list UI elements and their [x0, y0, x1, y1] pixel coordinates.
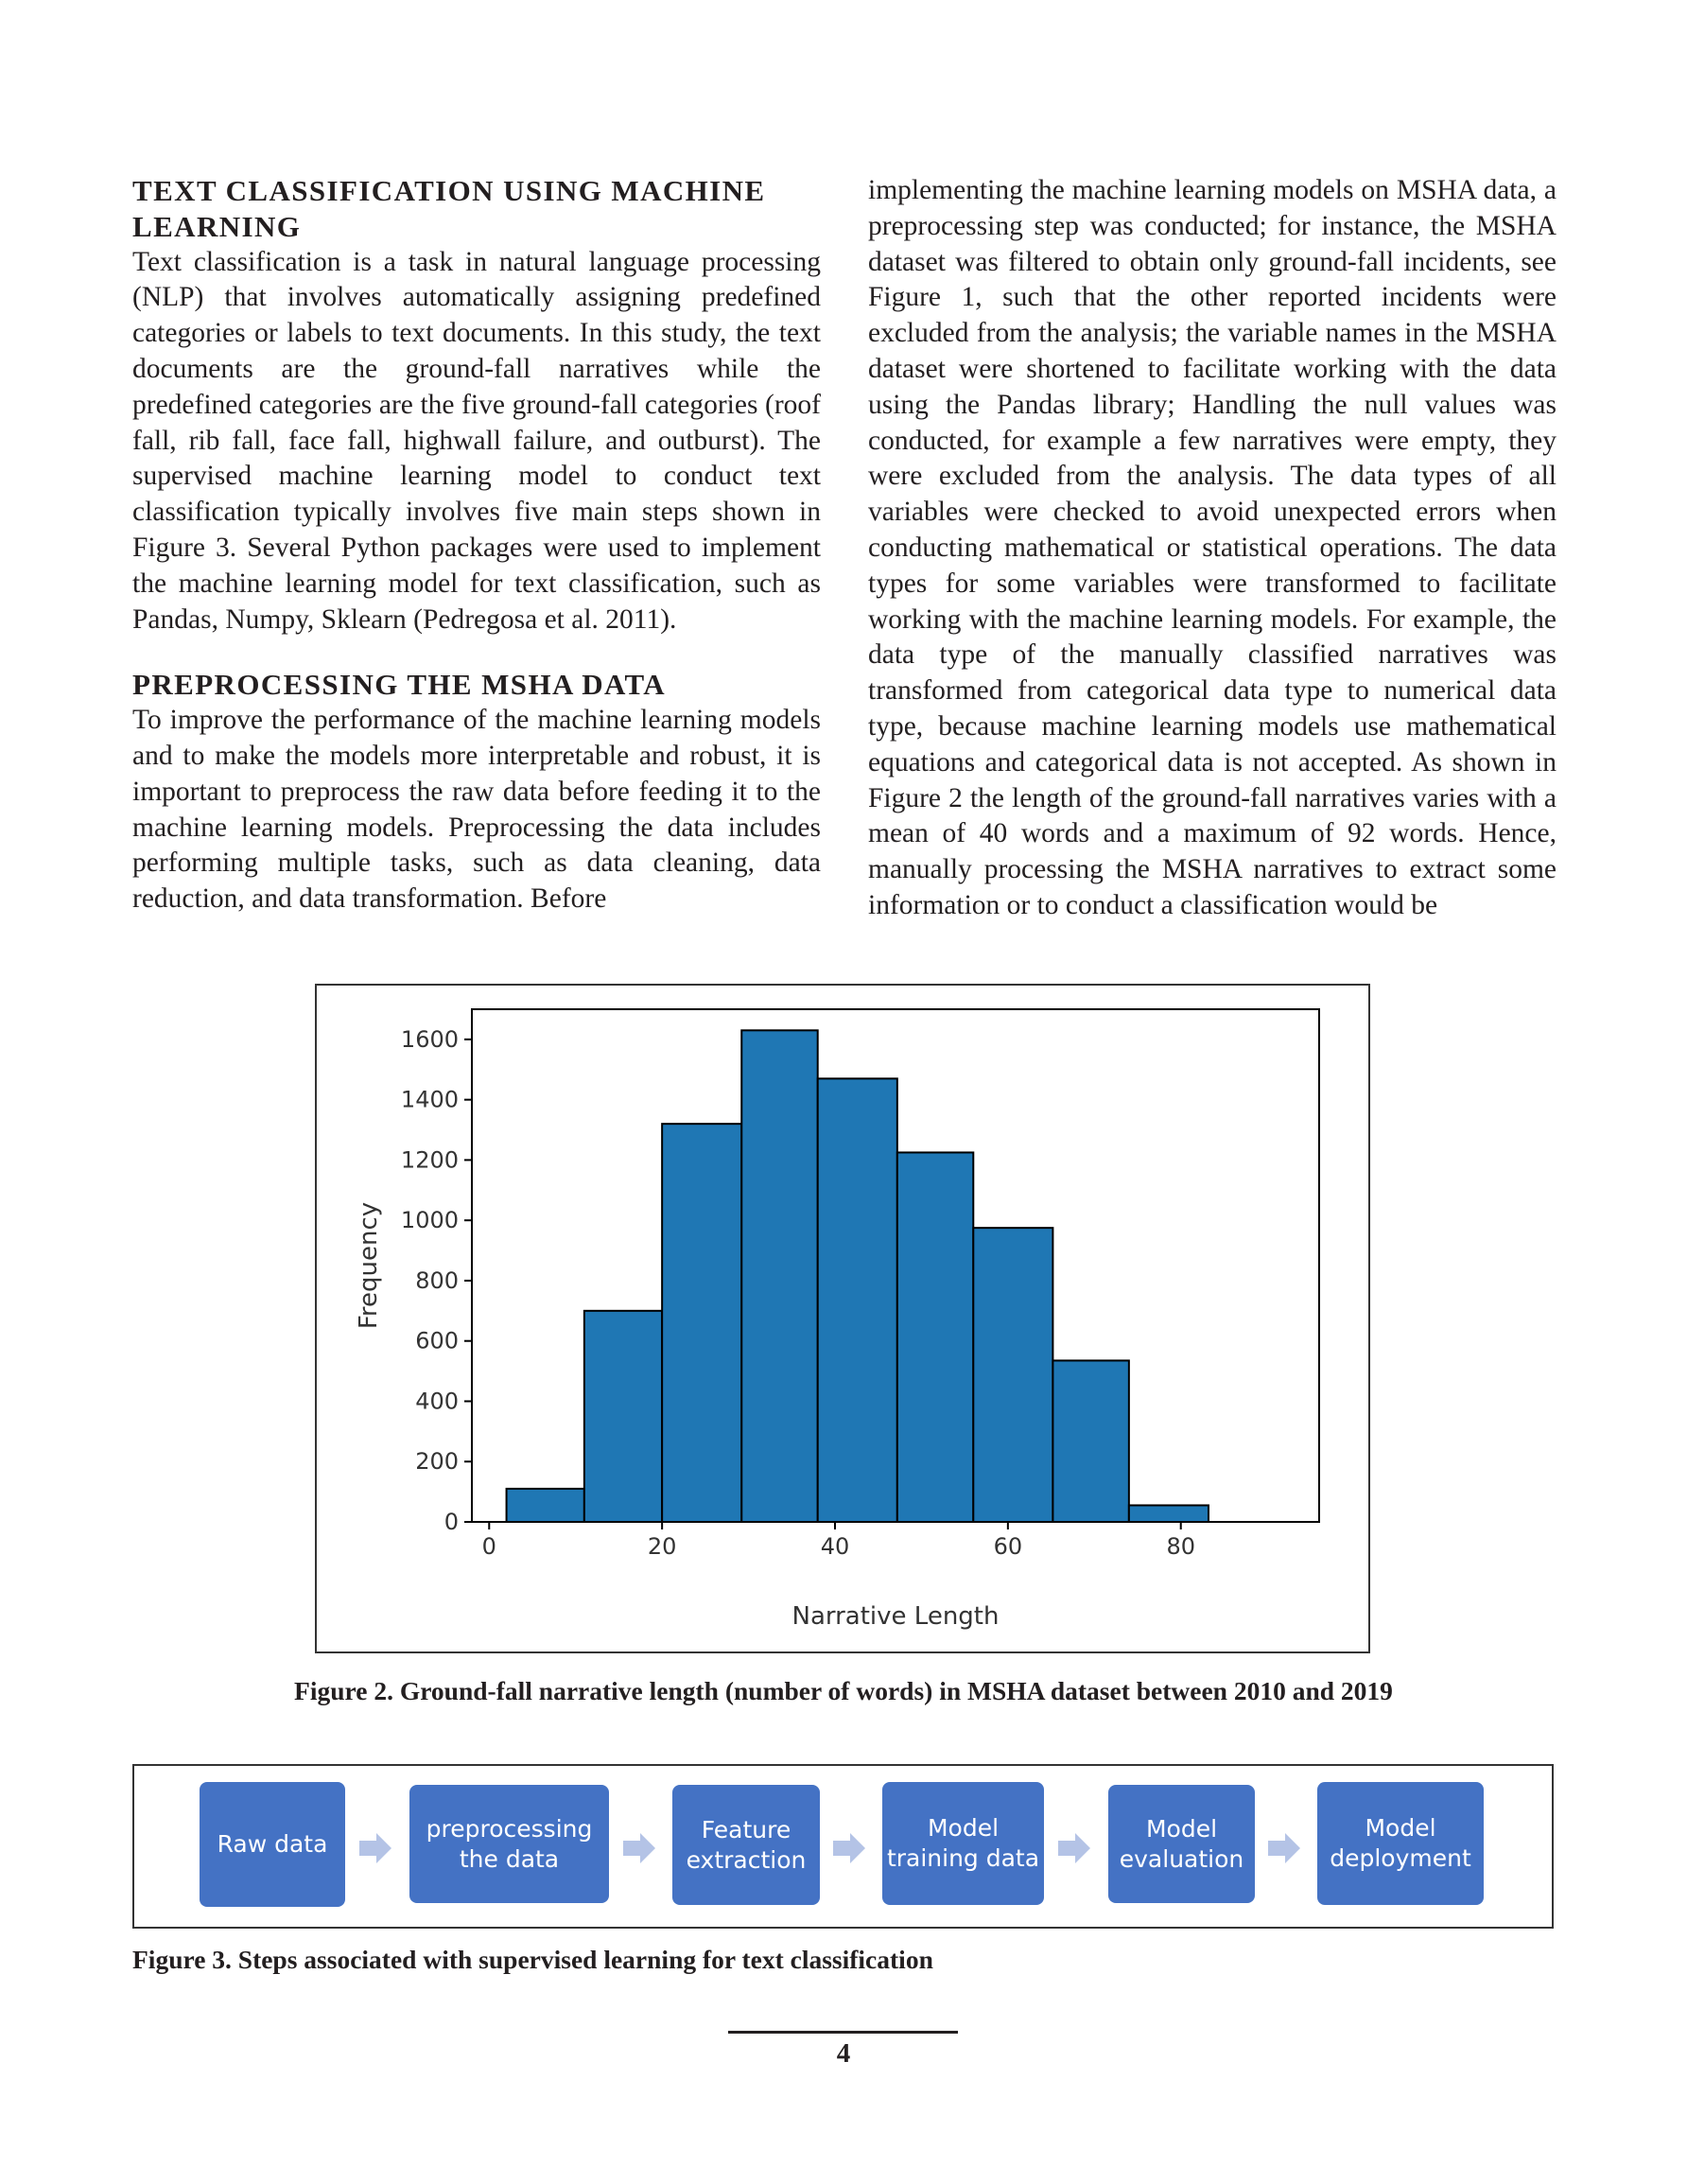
- step-model-deployment: Model deployment: [1317, 1782, 1484, 1905]
- histogram-bar: [662, 1124, 741, 1522]
- right-column: [868, 173, 1557, 924]
- arrow-right-icon: [623, 1833, 655, 1863]
- y-tick-label: 0: [443, 1509, 459, 1535]
- arrow-right-icon: [1058, 1833, 1090, 1863]
- footer-rule: [728, 2031, 958, 2034]
- narrative-length-histogram: [315, 984, 1370, 1653]
- y-tick-label: 1600: [400, 1025, 459, 1053]
- histogram-bar: [818, 1078, 897, 1522]
- y-tick-label: 1200: [400, 1146, 459, 1174]
- step-model-evaluation: Model evaluation: [1108, 1785, 1255, 1903]
- left-column: [132, 173, 821, 917]
- step-feature-extraction: Feature extraction: [672, 1785, 820, 1905]
- paragraph-preprocessing: To improve the performance of the machine learning models and to make the models more interpretable and robust, it is important to preprocess the raw data before feeding it to the machine learning models. Preprocessing the data includes performing multiple tasks, such as data cleaning, data reduction, and data transformation. Before: [132, 705, 821, 915]
- histogram-bar: [507, 1489, 584, 1522]
- figure-3-caption: Figure 3. Steps associated with supervised learning for text classification: [132, 1945, 933, 1974]
- arrow-right-icon: [359, 1833, 391, 1863]
- histogram-bar: [1052, 1360, 1128, 1522]
- y-axis-label: Frequency: [355, 1201, 383, 1330]
- x-axis-label: Narrative Length: [791, 1602, 1000, 1631]
- paragraph-text-classification: Text classification is a task in natural language processing (NLP) that involves automatically assigning predefined categories or labels to text documents. In this study, the text documents are the ground-fall narratives while the predefined categories are the five ground-fall categories (roof fall, rib fall, face fall, highwall failure, and outburst). The supervised machine learning model to conduct text classification typically involves five main steps shown in Figure 3. Several Python packages were used to implement the machine learning model for text classification, such as Pandas, Numpy, Sklearn (Pedregosa et al. 2011).: [132, 246, 821, 635]
- histogram-bar: [973, 1228, 1052, 1522]
- step-raw-data: Raw data: [200, 1782, 345, 1907]
- x-tick-label: 60: [993, 1533, 1023, 1560]
- step-preprocessing: preprocessing the data: [409, 1785, 609, 1903]
- paragraph-preprocessing-continued: implementing the machine learning models on MSHA data, a preprocessing step was conducted; for instance, the MSHA dataset was filtered to obtain only ground-fall incidents, see Figure 1, such that the other reported incidents were excluded from the analysis; the variable names in the MSHA dataset were shortened to facilitate working with the data using the Pandas library; Handling the null values was conducted, for example a few narratives were empty, they were excluded from the analysis. The data types of all variables were checked to avoid unexpected errors when conducting mathematical or statistical operations. The data types for some variables were transformed to facilitate working with the machine learning models. For example, the data type of the manually classified narratives was transformed from categorical data type to numerical data type, because machine learning models use mathematical equations and categorical data is not accepted. As shown in Figure 2 the length of the ground-fall narratives varies with a mean of 40 words and a maximum of 92 words. Hence, manually processing the MSHA narratives to extract some information or to conduct a classification would be: [868, 175, 1557, 920]
- histogram-bar: [1129, 1505, 1209, 1522]
- x-tick-label: 20: [647, 1533, 677, 1560]
- x-tick-label: 80: [1166, 1533, 1195, 1560]
- y-tick-label: 400: [415, 1388, 459, 1415]
- x-tick-label: 40: [820, 1533, 850, 1560]
- y-tick-label: 600: [415, 1327, 459, 1354]
- y-tick-label: 200: [415, 1448, 459, 1476]
- y-tick-label: 800: [415, 1267, 459, 1294]
- y-tick-label: 1000: [400, 1207, 459, 1234]
- step-model-training: Model training data: [882, 1782, 1044, 1905]
- histogram-bar: [584, 1311, 662, 1522]
- figure-2-caption: Figure 2. Ground-fall narrative length (number of words) in MSHA dataset between 2010 and 2019: [294, 1676, 1393, 1705]
- histogram-bar: [897, 1152, 973, 1522]
- x-tick-label: 0: [481, 1533, 496, 1560]
- page-number: 4: [836, 2038, 851, 2069]
- section-heading-preprocessing: PREPROCESSING THE MSHA DATA: [132, 668, 667, 702]
- arrow-right-icon: [1268, 1833, 1300, 1863]
- histogram-bar: [741, 1030, 817, 1522]
- arrow-right-icon: [833, 1833, 865, 1863]
- section-heading-text-classification: TEXT CLASSIFICATION USING MACHINE LEARNING: [132, 174, 766, 243]
- y-tick-label: 1400: [400, 1086, 459, 1113]
